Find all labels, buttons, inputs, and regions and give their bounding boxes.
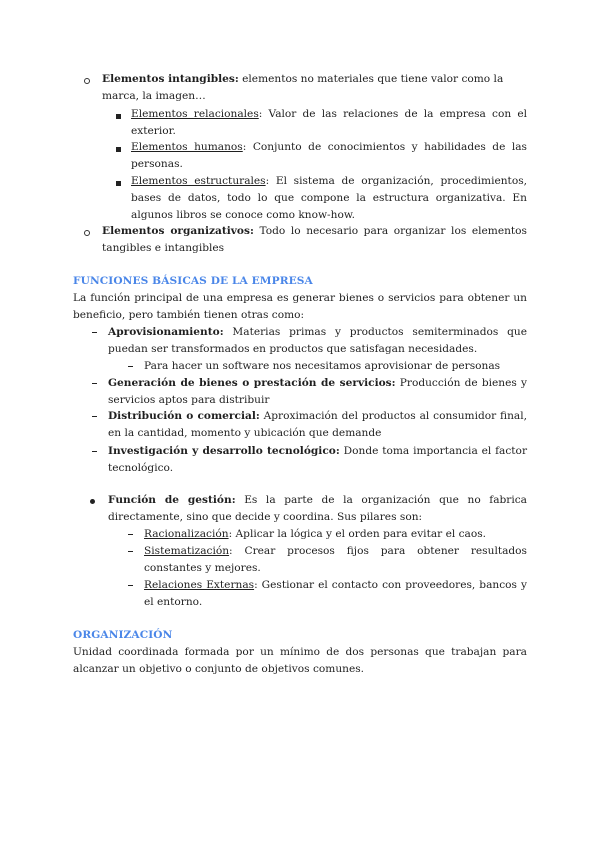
- organizativos-item: [102, 223, 527, 257]
- dash-bullet-icon: [128, 366, 133, 367]
- square-bullet-icon: [116, 114, 121, 119]
- funcion-sub-item: Para hacer un software nos necesitamos aprovisionar de personas: [144, 360, 501, 372]
- funcion-item: [108, 408, 527, 442]
- humanos-text: : Conjunto de conocimientos y habilidades de las personas.: [131, 141, 527, 170]
- gestion-title: Función de gestión:: [108, 494, 236, 506]
- funcion-item: [108, 443, 527, 477]
- funcion-item: [108, 375, 527, 409]
- organizacion-text: Unidad coordinada formada por un mínimo de dos personas que trabajan para alcanzar un objetivo o conjunto de objetivos comunes.: [73, 646, 527, 675]
- circle-bullet-icon: [84, 230, 90, 236]
- pillar-title: Relaciones Externas: [144, 579, 255, 591]
- intangibles-title: Elementos intangibles:: [102, 73, 239, 85]
- gestion-text: Es la parte de la organización que no fabrica directamente, sino que decide y coordina. Sus pilares son:: [108, 494, 528, 523]
- intangibles-item: [102, 71, 527, 105]
- pillar-title: Sistematización: [144, 545, 230, 557]
- funcion-text: Materias primas y productos semiterminados que puedan ser transformados en productos que satisfagan necesidades.: [108, 326, 527, 355]
- dash-bullet-icon: [92, 451, 97, 452]
- organizativos-text: Todo lo necesario para organizar los elementos tangibles e intangibles: [102, 225, 527, 254]
- gestion-pillar: [144, 526, 527, 543]
- intangibles-sub-item: [131, 139, 527, 173]
- organizativos-title: Elementos organizativos:: [102, 225, 254, 237]
- intangibles-sub-item: [131, 173, 527, 223]
- pillar-text: : Aplicar la lógica y el orden para evitar el caos.: [228, 528, 487, 540]
- dash-bullet-icon: [92, 332, 97, 333]
- dash-bullet-icon: [128, 585, 133, 586]
- relacionales-title: Elementos relacionales: [131, 108, 259, 120]
- square-bullet-icon: [116, 181, 121, 186]
- funcion-title: Distribución o comercial:: [108, 410, 260, 422]
- funcion-title: Aprovisionamiento:: [108, 326, 224, 338]
- section-heading-funciones: FUNCIONES BÁSICAS DE LA EMPRESA: [73, 275, 313, 287]
- dot-bullet-icon: [90, 499, 95, 504]
- dash-bullet-icon: [128, 551, 133, 552]
- funcion-text: Donde toma importancia el factor tecnológico.: [108, 445, 528, 474]
- relacionales-text: : Valor de las relaciones de la empresa con el exterior.: [131, 108, 528, 137]
- pillar-title: Racionalización: [144, 528, 229, 540]
- funcion-text: Producción de bienes y servicios aptos para distribuir: [108, 377, 527, 406]
- gestion-item: [108, 492, 527, 526]
- pillar-text: : Crear procesos fijos para obtener resultados constantes y mejores.: [144, 545, 527, 574]
- square-bullet-icon: [116, 147, 121, 152]
- intangibles-sub-item: [131, 106, 527, 140]
- estructurales-text: : El sistema de organización, procedimientos, bases de datos, todo lo que compone la estructura organizativa. En algunos libros se conoce como know-how.: [131, 175, 527, 221]
- gestion-pillar: [144, 543, 527, 577]
- pillar-text: : Gestionar el contacto con proveedores, bancos y el entorno.: [144, 579, 527, 608]
- circle-bullet-icon: [84, 78, 90, 84]
- funcion-title: Generación de bienes o prestación de servicios:: [108, 377, 396, 389]
- dash-bullet-icon: [128, 534, 133, 535]
- estructurales-title: Elementos estructurales: [131, 175, 266, 187]
- dash-bullet-icon: [92, 416, 97, 417]
- gestion-pillar: [144, 577, 527, 611]
- funcion-text: Aproximación del productos al consumidor final, en la cantidad, momento y ubicación que demande: [108, 410, 527, 439]
- intangibles-text: elementos no materiales que tiene valor como la marca, la imagen…: [102, 73, 504, 102]
- section-heading-organizacion: ORGANIZACIÓN: [73, 629, 173, 641]
- funcion-title: Investigación y desarrollo tecnológico:: [108, 445, 340, 457]
- humanos-title: Elementos humanos: [131, 141, 243, 153]
- dash-bullet-icon: [92, 383, 97, 384]
- funciones-intro: La función principal de una empresa es generar bienes o servicios para obtener un beneficio, pero también tienen otras como:: [73, 292, 527, 321]
- funcion-item: [108, 324, 527, 358]
